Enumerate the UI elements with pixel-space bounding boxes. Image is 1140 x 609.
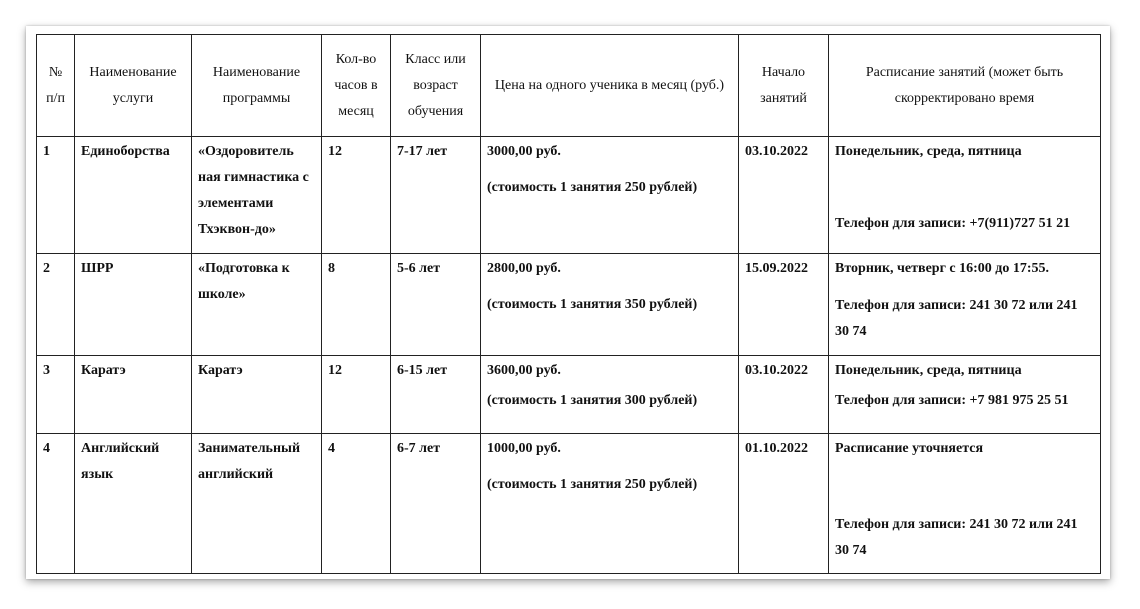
row-schedule xyxy=(829,137,1101,254)
header-num: № п/п xyxy=(37,35,75,137)
table-row xyxy=(37,434,1101,574)
row-num: 4 xyxy=(37,434,75,574)
phone-text: Телефон для записи: +7(911)727 51 21 xyxy=(835,216,1071,231)
price-value: 2800,00 руб. xyxy=(487,261,561,276)
row-start: 01.10.2022 xyxy=(739,434,829,574)
price-value: 1000,00 руб. xyxy=(487,441,561,456)
header-program: Наименование программы xyxy=(192,35,322,137)
price-note: (стоимость 1 занятия 250 рублей) xyxy=(487,477,698,492)
schedule-text: Понедельник, среда, пятница xyxy=(835,144,1022,159)
row-hours: 4 xyxy=(322,434,391,574)
row-schedule xyxy=(829,254,1101,356)
row-start: 03.10.2022 xyxy=(739,137,829,254)
document-sheet xyxy=(26,26,1110,579)
header-row xyxy=(37,35,1101,137)
row-age: 6-7 лет xyxy=(391,434,481,574)
row-price xyxy=(481,137,739,254)
row-program: Занимательный английский xyxy=(192,434,322,574)
row-hours: 8 xyxy=(322,254,391,356)
table-row xyxy=(37,356,1101,434)
row-service: ШРР xyxy=(75,254,192,356)
header-price: Цена на одного ученика в месяц (руб.) xyxy=(481,35,739,137)
row-program: Каратэ xyxy=(192,356,322,434)
row-price xyxy=(481,254,739,356)
header-age: Класс или возраст обучения xyxy=(391,35,481,137)
schedule-text: Понедельник, среда, пятница xyxy=(835,363,1022,378)
row-age: 5-6 лет xyxy=(391,254,481,356)
schedule-text: Расписание уточняется xyxy=(835,441,984,456)
price-note: (стоимость 1 занятия 350 рублей) xyxy=(487,297,698,312)
row-num: 3 xyxy=(37,356,75,434)
phone-text: Телефон для записи: 241 30 72 или 241 30 74 xyxy=(835,517,1078,558)
row-age: 7-17 лет xyxy=(391,137,481,254)
row-price xyxy=(481,356,739,434)
price-value: 3600,00 руб. xyxy=(487,363,561,378)
row-start: 03.10.2022 xyxy=(739,356,829,434)
price-note: (стоимость 1 занятия 250 рублей) xyxy=(487,180,698,195)
schedule-text: Вторник, четверг с 16:00 до 17:55. xyxy=(835,261,1050,276)
row-hours: 12 xyxy=(322,137,391,254)
header-start: Начало занятий xyxy=(739,35,829,137)
price-value: 3000,00 руб. xyxy=(487,144,561,159)
row-num: 2 xyxy=(37,254,75,356)
row-service: Единоборства xyxy=(75,137,192,254)
phone-text: Телефон для записи: 241 30 72 или 241 30 74 xyxy=(835,298,1078,339)
row-hours: 12 xyxy=(322,356,391,434)
row-num: 1 xyxy=(37,137,75,254)
services-table xyxy=(36,34,1101,574)
row-schedule xyxy=(829,356,1101,434)
row-service: Английский язык xyxy=(75,434,192,574)
table-row xyxy=(37,254,1101,356)
row-schedule xyxy=(829,434,1101,574)
row-age: 6-15 лет xyxy=(391,356,481,434)
row-service: Каратэ xyxy=(75,356,192,434)
phone-text: Телефон для записи: +7 981 975 25 51 xyxy=(835,393,1069,408)
row-program: «Оздоровитель ная гимнастика с элементами Тхэквон-до» xyxy=(192,137,322,254)
row-program: «Подготовка к школе» xyxy=(192,254,322,356)
price-note: (стоимость 1 занятия 300 рублей) xyxy=(487,393,698,408)
row-price xyxy=(481,434,739,574)
row-start: 15.09.2022 xyxy=(739,254,829,356)
header-schedule: Расписание занятий (может быть скорректировано время xyxy=(829,35,1101,137)
header-hours: Кол-во часов в месяц xyxy=(322,35,391,137)
table-row xyxy=(37,137,1101,254)
header-service: Наименование услуги xyxy=(75,35,192,137)
